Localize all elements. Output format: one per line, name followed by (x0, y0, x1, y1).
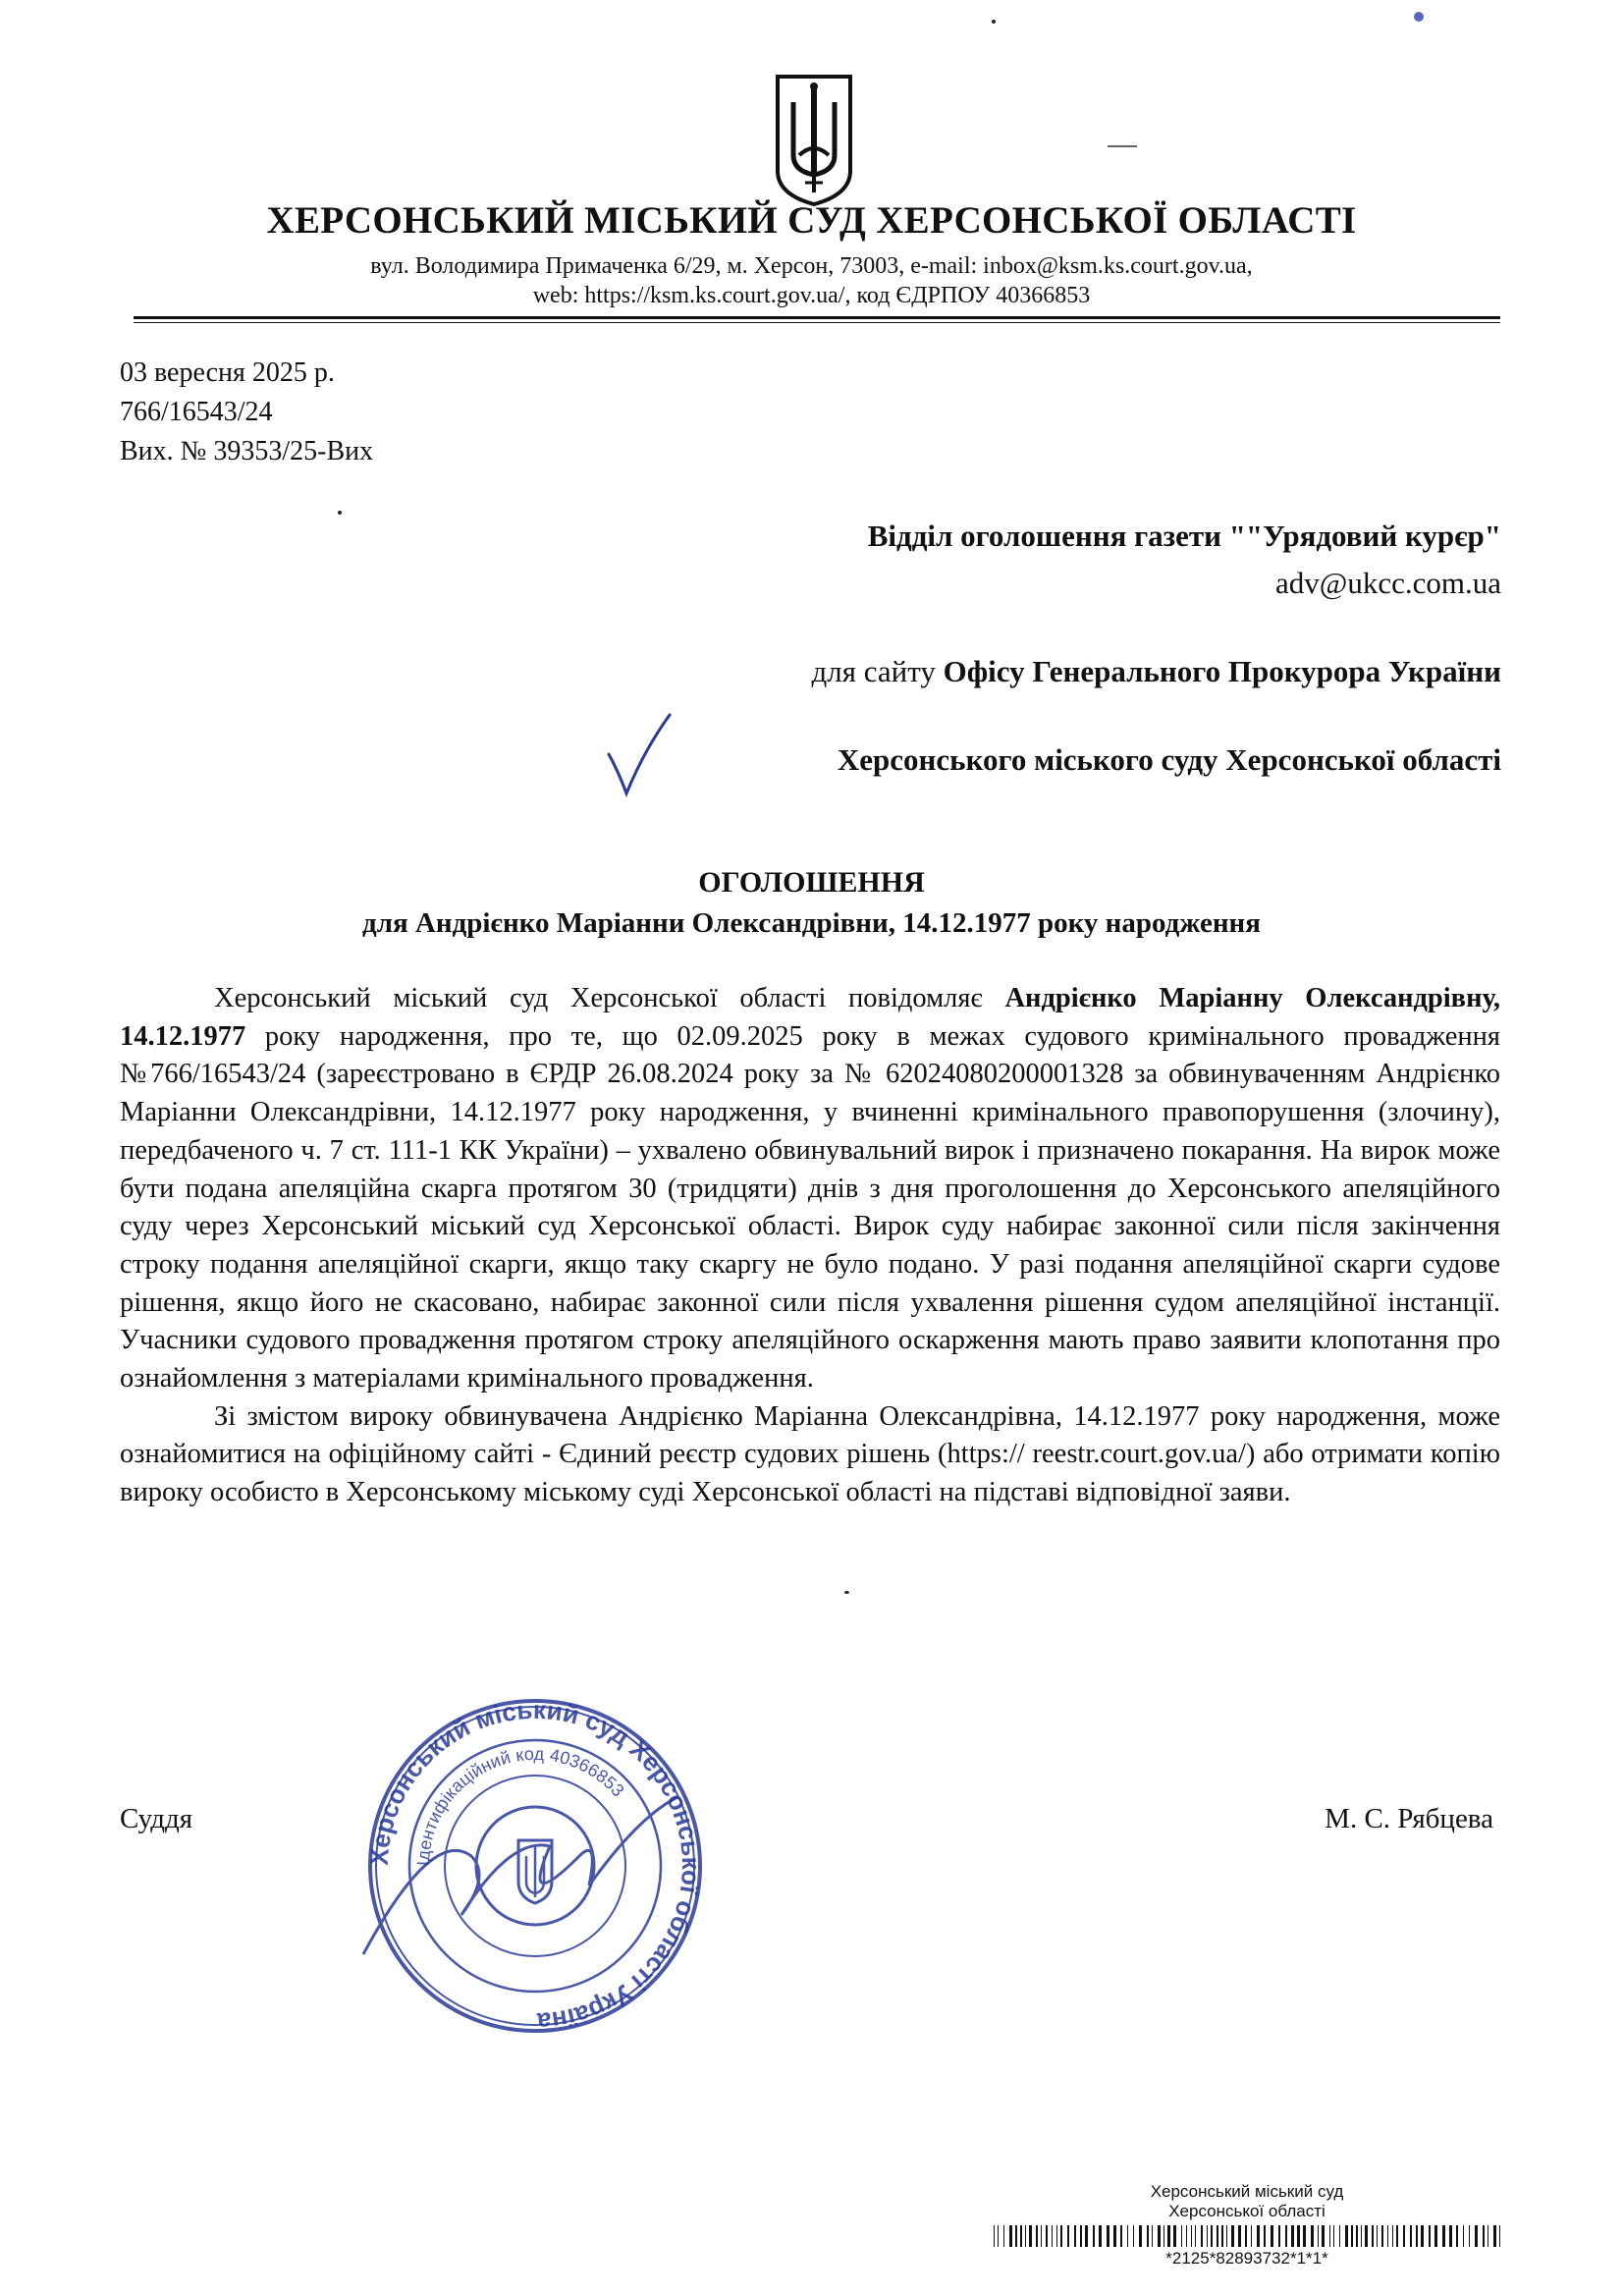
barcode-bar (1361, 2225, 1362, 2247)
recipient-newspaper: Відділ оголошення газети ""Урядовий курєр" (867, 519, 1501, 553)
recipient-court: Херсонського міського суду Херсонської області (837, 742, 1501, 777)
barcode-bar (1387, 2225, 1388, 2247)
announcement-title: ОГОЛОШЕННЯ (698, 866, 925, 899)
barcode-bar (1449, 2225, 1452, 2247)
defendant-name: Андрієнко Маріанну Олександрівну, 14.12.1977 (120, 983, 1501, 1052)
barcode-bar (1297, 2225, 1300, 2247)
barcode-bar (1020, 2225, 1022, 2247)
barcode-bar (1429, 2225, 1431, 2247)
barcode-bar (1074, 2225, 1076, 2247)
barcode-bar (1158, 2225, 1161, 2247)
barcode-bar (1322, 2225, 1325, 2247)
header-divider (134, 316, 1500, 319)
barcode-bar (1093, 2225, 1095, 2247)
barcode-bar (1099, 2225, 1102, 2247)
barcode-bar (1311, 2225, 1314, 2247)
barcode-bar (1147, 2225, 1149, 2247)
barcode-bar (1025, 2225, 1026, 2247)
barcode-bar (1377, 2225, 1378, 2247)
recipient-prefix: для сайту (811, 654, 944, 688)
barcode-bar (1434, 2225, 1437, 2247)
barcode-bar (1181, 2225, 1182, 2247)
barcode-bar (1046, 2225, 1048, 2247)
barcode-bar (1392, 2225, 1393, 2247)
barcode-bar (1499, 2225, 1500, 2247)
announcement-subtitle: для Андрієнко Маріанни Олександрівни, 14.12.1977 року народження (362, 907, 1261, 939)
barcode-bar (1396, 2225, 1398, 2247)
barcode-bar (1139, 2225, 1142, 2247)
barcode-bar (1264, 2225, 1266, 2247)
barcode-bar (1133, 2225, 1134, 2247)
barcode-bar (1226, 2225, 1227, 2247)
barcode-bar (1221, 2225, 1223, 2247)
announcement-body (120, 980, 1500, 1512)
barcode (994, 2225, 1504, 2247)
signature-name: М. С. Рябцева (1325, 1803, 1493, 1834)
barcode-bar (1345, 2225, 1348, 2247)
court-seal-stamp (344, 1689, 727, 2043)
document-date: 03 вересня 2025 р. (120, 357, 335, 388)
recipient-prosecutor (811, 654, 1501, 689)
barcode-bar (1238, 2225, 1241, 2247)
barcode-bar (1251, 2225, 1252, 2247)
footer-court-line1: Херсонський міський суд (1150, 2182, 1344, 2201)
court-web: web: https://ksm.ks.court.gov.ua/, код ЄДРПОУ 40366853 (532, 283, 1091, 308)
barcode-number: *2125*82893732*1*1* (1165, 2249, 1328, 2268)
barcode-bar (1356, 2225, 1358, 2247)
barcode-bar (1329, 2225, 1330, 2247)
barcode-bar (994, 2225, 995, 2247)
paragraph-1 (120, 980, 1500, 1398)
barcode-bar (1080, 2225, 1082, 2247)
barcode-bar (1163, 2225, 1164, 2247)
barcode-bar (1036, 2225, 1038, 2247)
barcode-bar (1085, 2225, 1088, 2247)
barcode-bar (1372, 2225, 1374, 2247)
court-address: вул. Володимира Примаченка 6/29, м. Херсон, 73003, e-mail: inbox@ksm.ks.court.gov.ua, (370, 253, 1253, 279)
barcode-bar (1271, 2225, 1273, 2247)
barcode-bar (1493, 2225, 1496, 2247)
barcode-bar (1456, 2225, 1458, 2247)
barcode-bar (1015, 2225, 1017, 2247)
header-divider-thin (134, 322, 1500, 323)
barcode-bar (1403, 2225, 1405, 2247)
barcode-bar (1469, 2225, 1470, 2247)
court-name: ХЕРСОНСЬКИЙ МІСЬКИЙ СУД ХЕРСОНСЬКОЇ ОБЛАСТІ (266, 199, 1357, 242)
barcode-bar (1152, 2225, 1153, 2247)
barcode-bar (1231, 2225, 1234, 2247)
barcode-bar (1056, 2225, 1057, 2247)
barcode-bar (1410, 2225, 1412, 2247)
barcode-bar (1318, 2225, 1319, 2247)
barcode-bar (1003, 2225, 1004, 2247)
coat-of-arms-icon (770, 73, 858, 208)
barcode-bar (1217, 2225, 1218, 2247)
footer-court-line2: Херсонської області (1168, 2202, 1325, 2220)
barcode-bar (1167, 2225, 1170, 2247)
barcode-bar (1107, 2225, 1109, 2247)
barcode-bar (1365, 2225, 1368, 2247)
paragraph-1-start: Херсонський міський суд Херсонської області повідомляє (214, 983, 1005, 1013)
barcode-bar (1041, 2225, 1042, 2247)
barcode-bar (1245, 2225, 1247, 2247)
barcode-bar (1421, 2225, 1424, 2247)
case-number: 766/16543/24 (120, 397, 273, 427)
svg-text:Ідентифікаційний код 40366853 (413, 1744, 628, 1866)
seal-outer-text: Херсонський міський суд Херсонської області Україна (363, 1694, 707, 2038)
barcode-bar (1291, 2225, 1294, 2247)
outgoing-number: Вих. № 39353/25-Вих (120, 436, 374, 466)
barcode-bar (1127, 2225, 1128, 2247)
barcode-bar (1303, 2225, 1306, 2247)
barcode-bar (1416, 2225, 1418, 2247)
barcode-bar (1475, 2225, 1478, 2247)
barcode-bar (1278, 2225, 1280, 2247)
barcode-bar (1333, 2225, 1334, 2247)
barcode-bar (1029, 2225, 1032, 2247)
barcode-bar (1067, 2225, 1069, 2247)
barcode-bar (1060, 2225, 1062, 2247)
barcode-bar (998, 2225, 999, 2247)
barcode-bar (1195, 2225, 1196, 2247)
barcode-bar (1201, 2225, 1203, 2247)
barcode-bar (1257, 2225, 1260, 2247)
barcode-bar (1120, 2225, 1122, 2247)
barcode-bar (1483, 2225, 1485, 2247)
barcode-bar (1285, 2225, 1287, 2247)
barcode-bar (1113, 2225, 1116, 2247)
barcode-bar (1186, 2225, 1187, 2247)
recipient-email: adv@ukcc.com.ua (1275, 566, 1501, 600)
barcode-bar (1211, 2225, 1213, 2247)
recipient-office: Офісу Генерального Прокурора України (943, 654, 1501, 688)
paragraph-1-rest: року народження, про те, що 02.09.2025 року в межах судового кримінального провадження №766/16543/24 (зареєстровано в ЄРДР 26.08.2024 року за № 62024080200001328 за обвинуваченням Андрієнко Маріанни Олександрівни, 14.12.1977 року народження, у вчиненні кримінального правопорушення (злочину), передбаченого ч. 7 ст. 111-1 КК України) – ухвалено обвинувальний вирок і призначено покарання. На вирок може бути подана апеляційна скарга протягом 30 (тридцяти) днів з дня проголошення до Херсонського апеляційного суду через Херсонський міський суд Херсонської області. Вирок суду набирає законної сили після закінчення строку подання апеляційної скарги, якщо таку скаргу не було подано. У разі подання апеляційної скарги судове рішення, якщо його не скасовано, набирає законної сили після ухвалення рішення судом апеляційної інстанції. Учасники судового провадження протягом строку апеляційного оскарження мають право заявити клопотання про ознайомлення з матеріалами кримінального провадження. (120, 1020, 1500, 1394)
barcode-bar (1052, 2225, 1053, 2247)
barcode-bar (1207, 2225, 1208, 2247)
barcode-bar (1173, 2225, 1176, 2247)
paragraph-2: Зі змістом вироку обвинувачена Андрієнко Маріанна Олександрівна, 14.12.1977 року народження, може ознайомитися на офіційному сайті - Єдиний реєстр судових рішень (https:// reestr.court.gov.ua/) або отримати копію вироку особисто в Херсонському міському суді Херсонської області на підставі відповідної заяви. (120, 1400, 1500, 1508)
signature-role: Суддя (120, 1803, 193, 1834)
checkmark-icon (605, 711, 674, 799)
barcode-bar (1463, 2225, 1464, 2247)
barcode-bar (1009, 2225, 1012, 2247)
barcode-bar (1191, 2225, 1192, 2247)
seal-inner-text: Ідентифікаційний код 40366853 (412, 1743, 628, 1867)
barcode-bar (1339, 2225, 1340, 2247)
barcode-bar (1381, 2225, 1383, 2247)
barcode-bar (1351, 2225, 1353, 2247)
barcode-bar (1442, 2225, 1445, 2247)
